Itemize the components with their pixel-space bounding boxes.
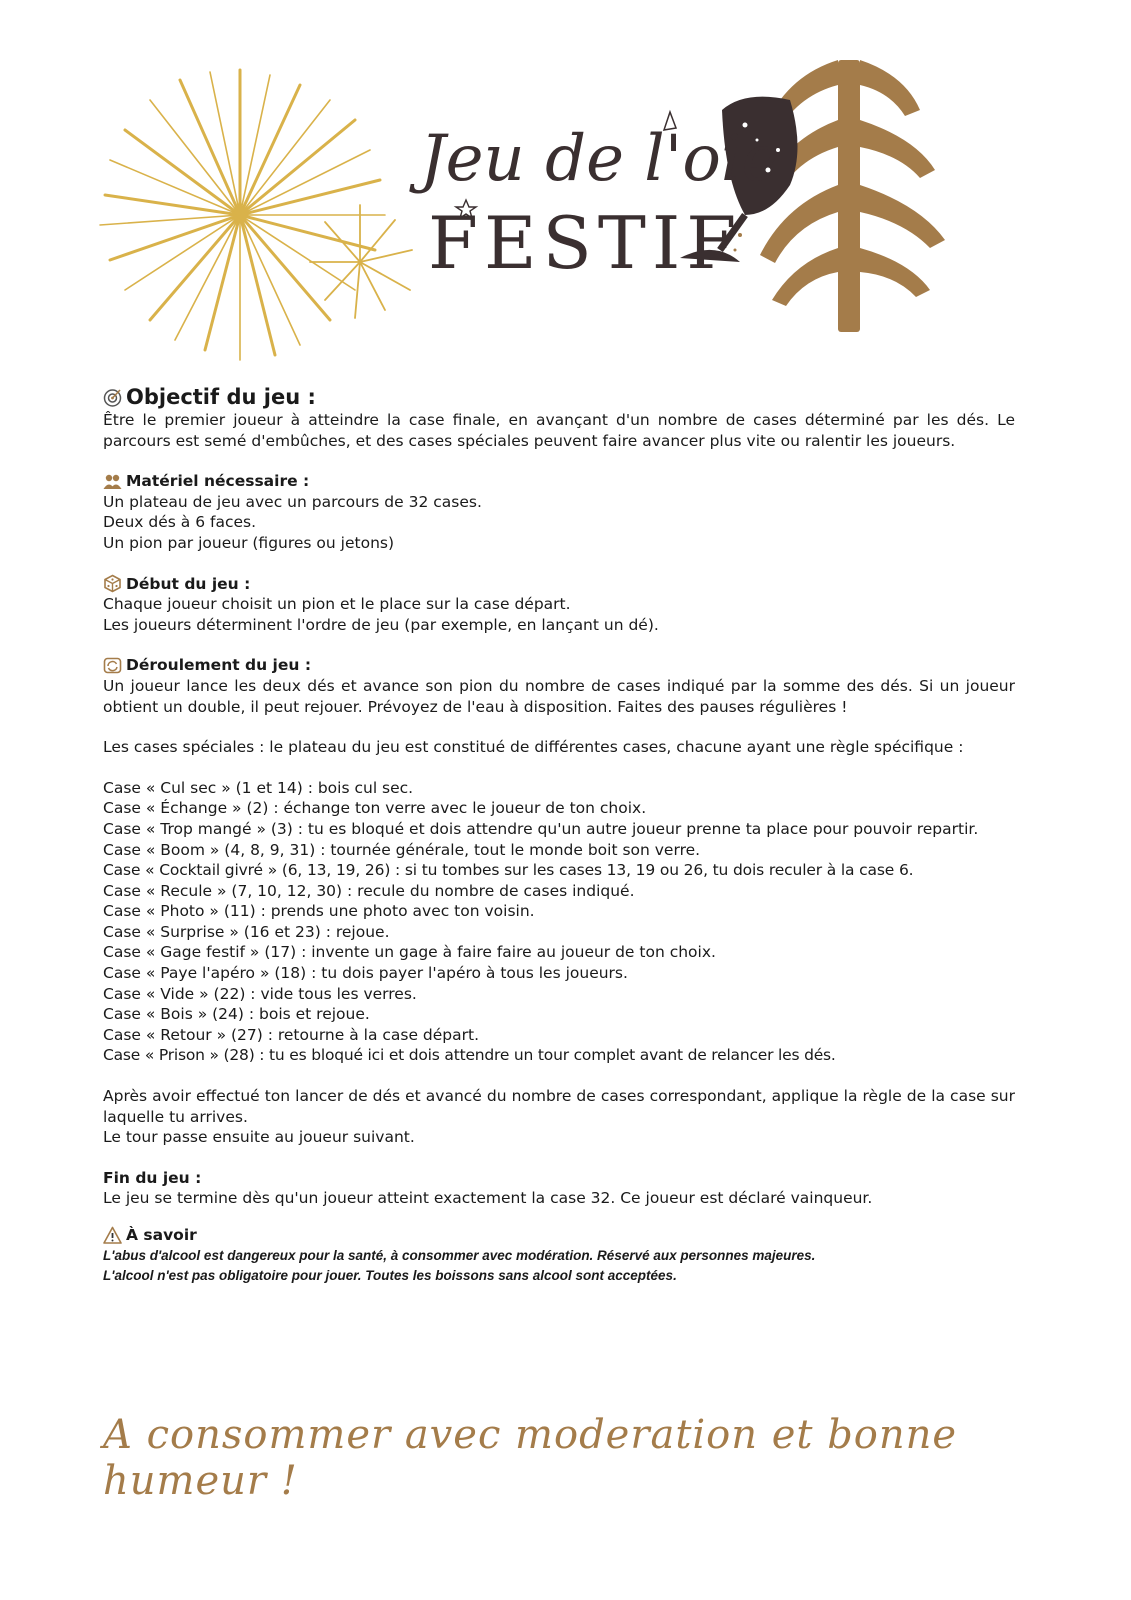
materiel-title: Matériel nécessaire : <box>126 472 310 491</box>
savoir-heading <box>103 1225 1015 1246</box>
spacer <box>103 758 1015 778</box>
materiel-item: Un plateau de jeu avec un parcours de 32 cases. <box>103 492 482 511</box>
header-illustration <box>0 0 1131 380</box>
materiel-heading <box>103 471 1015 492</box>
case-rule: Case « Cocktail givré » (6, 13, 19, 26) : si tu tombes sur les cases 13, 19 ou 26, tu dois reculer à la case 6. <box>103 861 914 880</box>
section-debut <box>103 574 1015 636</box>
title-line2: FESTIF <box>428 201 743 285</box>
objective-heading <box>103 384 1015 410</box>
title-line1: Jeu de l'oie <box>420 122 780 196</box>
rules-content <box>103 384 1015 1306</box>
section-savoir <box>103 1225 1015 1286</box>
objective-text: Être le premier joueur à atteindre la case finale, en avançant d'un nombre de cases déterminé par les dés. Le parcours est semé d'embûches, et des cases spéciales peuvent faire avancer plus vite ou ralentir les joueurs. <box>103 411 1015 450</box>
special-cases-list <box>103 778 1015 1066</box>
case-rule: Case « Boom » (4, 8, 9, 31) : tournée générale, tout le monde boit son verre. <box>103 840 701 859</box>
header-banner <box>0 0 1131 380</box>
objective-title: Objectif du jeu : <box>126 385 316 409</box>
fin-text: Le jeu se termine dès qu'un joueur atteint exactement la case 32. Ce joueur est déclaré vainqueur. <box>103 1189 873 1208</box>
case-rule: Case « Vide » (22) : vide tous les verres. <box>103 984 417 1003</box>
spacer <box>103 717 1015 737</box>
section-objective <box>103 384 1015 451</box>
section-deroulement <box>103 655 1015 1147</box>
savoir-line: L'abus d'alcool est dangereux pour la santé, à consommer avec modération. Réservé aux personnes majeures. <box>103 1247 816 1263</box>
case-rule: Case « Paye l'apéro » (18) : tu dois payer l'apéro à tous les joueurs. <box>103 964 628 983</box>
spacer <box>103 1066 1015 1086</box>
case-rule: Case « Bois » (24) : bois et rejoue. <box>103 1005 370 1024</box>
footer-tagline: A consommer avec moderation et bonne humeur ! <box>103 1412 958 1504</box>
deroulement-intro: Un joueur lance les deux dés et avance son pion du nombre de cases indiqué par la somme des dés. Si un joueur obtient un double, il peut rejouer. Prévoyez de l'eau à disposition. Faites des pauses régulières ! <box>103 676 1015 716</box>
savoir-title: À savoir <box>126 1226 197 1244</box>
refresh-icon <box>103 656 122 675</box>
case-rule: Case « Cul sec » (1 et 14) : bois cul sec. <box>103 778 414 797</box>
case-rule: Case « Recule » (7, 10, 12, 30) : recule du nombre de cases indiqué. <box>103 881 635 900</box>
target-icon <box>103 388 122 407</box>
fin-title: Fin du jeu : <box>103 1168 202 1187</box>
section-fin <box>103 1168 1015 1209</box>
materiel-item: Un pion par joueur (figures ou jetons) <box>103 533 395 552</box>
case-rule: Case « Prison » (28) : tu es bloqué ici et dois attendre un tour complet avant de relancer les dés. <box>103 1046 836 1065</box>
deroulement-title: Déroulement du jeu : <box>126 656 312 675</box>
case-rule: Case « Photo » (11) : prends une photo avec ton voisin. <box>103 902 535 921</box>
debut-item: Chaque joueur choisit un pion et le place sur la case départ. <box>103 595 571 614</box>
debut-item: Les joueurs déterminent l'ordre de jeu (par exemple, en lançant un dé). <box>103 615 659 634</box>
dice-icon <box>103 574 122 593</box>
case-rule: Case « Retour » (27) : retourne à la case départ. <box>103 1025 480 1044</box>
warning-icon <box>103 1226 122 1245</box>
debut-title: Début du jeu : <box>126 574 251 593</box>
section-materiel <box>103 471 1015 553</box>
savoir-line: L'alcool n'est pas obligatoire pour jouer. Toutes les boissons sans alcool sont acceptées. <box>103 1267 677 1283</box>
people-icon <box>103 472 122 491</box>
special-cases-intro: Les cases spéciales : le plateau du jeu est constitué de différentes cases, chacune ayant une règle spécifique : <box>103 738 964 757</box>
debut-heading <box>103 574 1015 595</box>
case-rule: Case « Échange » (2) : échange ton verre avec le joueur de ton choix. <box>103 799 647 818</box>
after-roll-text: Après avoir effectué ton lancer de dés et avancé du nombre de cases correspondant, applique la règle de la case sur laquelle tu arrives. <box>103 1087 1015 1126</box>
materiel-item: Deux dés à 6 faces. <box>103 513 257 532</box>
next-turn-text: Le tour passe ensuite au joueur suivant. <box>103 1128 415 1147</box>
case-rule: Case « Surprise » (16 et 23) : rejoue. <box>103 922 390 941</box>
case-rule: Case « Trop mangé » (3) : tu es bloqué et dois attendre qu'un autre joueur prenne ta place pour pouvoir repartir. <box>103 819 979 838</box>
case-rule: Case « Gage festif » (17) : invente un gage à faire faire au joueur de ton choix. <box>103 943 716 962</box>
fireworks-icon <box>100 70 412 360</box>
deroulement-heading <box>103 655 1015 676</box>
